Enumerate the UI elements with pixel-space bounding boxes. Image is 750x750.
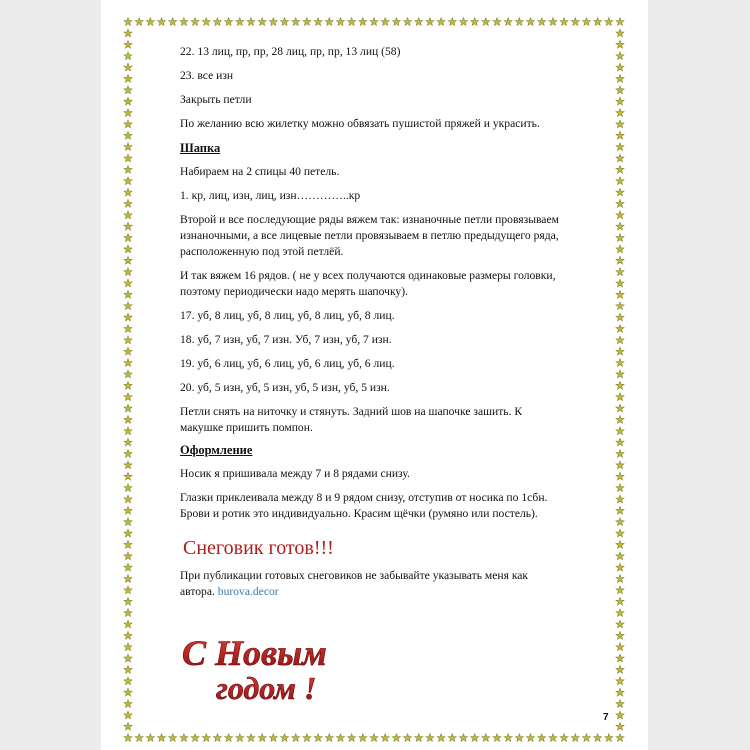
star-icon	[616, 563, 624, 571]
star-icon	[124, 506, 132, 514]
star-icon	[124, 165, 132, 173]
star-icon	[616, 631, 624, 639]
star-icon	[124, 381, 132, 389]
star-icon	[124, 609, 132, 617]
star-icon	[616, 18, 624, 26]
text-line: 1. кр, лиц, изн, лиц, изн…………..кр	[180, 189, 361, 202]
star-icon	[124, 529, 132, 537]
star-icon	[482, 18, 490, 26]
text-line: 17. уб, 8 лиц, уб, 8 лиц, уб, 8 лиц, уб, 8 лиц.	[180, 309, 395, 322]
star-icon	[280, 734, 288, 742]
star-icon	[616, 529, 624, 537]
star-icon	[303, 18, 311, 26]
star-icon	[415, 18, 423, 26]
star-icon	[370, 18, 378, 26]
star-icon	[157, 18, 165, 26]
star-icon	[616, 677, 624, 685]
star-icon	[616, 597, 624, 605]
star-icon	[426, 734, 434, 742]
star-icon	[124, 484, 132, 492]
star-icon	[471, 18, 479, 26]
star-icon	[124, 234, 132, 242]
text-line: Глазки приклеивала между 8 и 9 рядом снизу, отступив от носика по 1сбн.	[180, 491, 548, 504]
star-icon	[124, 450, 132, 458]
star-icon	[124, 347, 132, 355]
star-icon	[459, 18, 467, 26]
star-icon	[124, 688, 132, 696]
star-icon	[616, 609, 624, 617]
star-icon	[169, 18, 177, 26]
star-icon	[336, 734, 344, 742]
star-icon	[269, 18, 277, 26]
star-icon	[616, 540, 624, 548]
text-line: По желанию всю жилетку можно обвязать пушистой пряжей и украсить.	[180, 117, 540, 130]
star-icon	[515, 734, 523, 742]
publication-note	[180, 568, 610, 600]
star-icon	[526, 18, 534, 26]
star-icon	[381, 734, 389, 742]
text-line: Петли снять на ниточку и стянуть. Задний шов на шапочке зашить. К	[180, 405, 523, 418]
star-icon	[292, 734, 300, 742]
star-icon	[124, 29, 132, 37]
text-line: Закрыть петли	[180, 93, 252, 106]
star-icon	[616, 700, 624, 708]
text-line: Набираем на 2 спицы 40 петель.	[180, 165, 340, 178]
text-line: 20. уб, 5 изн, уб, 5 изн, уб, 5 изн, уб, 5 изн.	[180, 381, 390, 394]
star-icon	[280, 18, 288, 26]
star-icon	[303, 734, 311, 742]
star-icon	[348, 734, 356, 742]
text-line: макушке пришить помпон.	[180, 421, 313, 434]
star-icon	[526, 734, 534, 742]
star-icon	[616, 575, 624, 583]
greeting-line-2: годом !	[216, 670, 317, 706]
star-icon	[124, 722, 132, 730]
publication-author-label: автора.	[180, 585, 218, 598]
text-line	[180, 584, 610, 600]
star-icon	[124, 290, 132, 298]
star-icon	[247, 18, 255, 26]
star-icon	[124, 518, 132, 526]
star-icon	[616, 643, 624, 651]
page-number: 7	[603, 712, 609, 723]
star-icon	[124, 279, 132, 287]
document-body	[180, 44, 620, 522]
star-icon	[124, 188, 132, 196]
star-icon	[258, 18, 266, 26]
star-icon	[124, 75, 132, 83]
text-line: И так вяжем 16 рядов. ( не у всех получаются одинаковые размеры головки,	[180, 269, 556, 282]
star-icon	[348, 18, 356, 26]
star-icon	[403, 734, 411, 742]
new-year-greeting	[176, 627, 386, 707]
star-icon	[124, 63, 132, 71]
star-icon	[124, 495, 132, 503]
star-icon	[124, 415, 132, 423]
star-icon	[616, 620, 624, 628]
star-icon	[459, 734, 467, 742]
star-icon	[314, 734, 322, 742]
star-icon	[403, 18, 411, 26]
star-icon	[157, 734, 165, 742]
star-icon	[124, 563, 132, 571]
star-icon	[381, 18, 389, 26]
star-icon	[124, 302, 132, 310]
star-icon	[135, 734, 143, 742]
star-icon	[124, 200, 132, 208]
star-icon	[225, 18, 233, 26]
star-icon	[124, 154, 132, 162]
star-icon	[124, 654, 132, 662]
star-icon	[124, 325, 132, 333]
text-line: Брови и ротик это индивидуально. Красим щёчки (румяно или постель).	[180, 507, 538, 520]
star-icon	[124, 143, 132, 151]
star-icon	[124, 404, 132, 412]
star-icon	[124, 472, 132, 480]
star-icon	[616, 666, 624, 674]
star-icon	[571, 734, 579, 742]
section-heading-decor: Оформление	[180, 443, 253, 457]
star-icon	[392, 18, 400, 26]
star-icon	[124, 734, 132, 742]
star-icon	[191, 18, 199, 26]
star-icon	[213, 734, 221, 742]
star-icon	[504, 734, 512, 742]
star-icon	[415, 734, 423, 742]
star-icon	[124, 631, 132, 639]
star-icon	[124, 359, 132, 367]
star-icon	[258, 734, 266, 742]
star-icon	[124, 666, 132, 674]
star-icon	[560, 18, 568, 26]
final-title: Снеговик готов!!!	[183, 537, 334, 559]
author-link[interactable]: burova.decor	[217, 585, 279, 598]
star-icon	[202, 734, 210, 742]
star-icon	[594, 734, 602, 742]
star-icon	[213, 18, 221, 26]
star-icon	[124, 643, 132, 651]
star-icon	[325, 18, 333, 26]
star-icon	[549, 18, 557, 26]
star-icon	[616, 711, 624, 719]
star-icon	[269, 734, 277, 742]
star-icon	[493, 734, 501, 742]
star-icon	[616, 734, 624, 742]
star-icon	[124, 131, 132, 139]
star-icon	[392, 734, 400, 742]
star-icon	[549, 734, 557, 742]
star-icon	[124, 677, 132, 685]
star-icon	[292, 18, 300, 26]
star-icon	[616, 552, 624, 560]
star-icon	[124, 540, 132, 548]
star-icon	[594, 18, 602, 26]
star-icon	[325, 734, 333, 742]
star-icon	[124, 86, 132, 94]
text-line: Носик я пришивала между 7 и 8 рядами снизу.	[180, 467, 410, 480]
star-icon	[124, 438, 132, 446]
star-icon	[180, 18, 188, 26]
text-line: 19. уб, 6 лиц, уб, 6 лиц, уб, 6 лиц, уб, 6 лиц.	[180, 357, 395, 370]
star-icon	[493, 18, 501, 26]
star-icon	[124, 575, 132, 583]
star-icon	[135, 18, 143, 26]
star-icon	[169, 734, 177, 742]
star-icon	[560, 734, 568, 742]
star-icon	[146, 734, 154, 742]
star-icon	[124, 586, 132, 594]
text-line: расположенную под этой петлёй.	[180, 245, 344, 258]
star-icon	[538, 18, 546, 26]
star-icon	[124, 120, 132, 128]
star-icon	[124, 370, 132, 378]
greeting-line-1: С Новым	[182, 633, 327, 673]
star-icon	[448, 734, 456, 742]
star-icon	[124, 256, 132, 264]
star-icon	[124, 461, 132, 469]
star-icon	[124, 97, 132, 105]
star-icon	[124, 177, 132, 185]
star-icon	[124, 18, 132, 26]
star-icon	[124, 700, 132, 708]
star-icon	[538, 734, 546, 742]
star-icon	[191, 734, 199, 742]
text-line: 22. 13 лиц, пр, пр, 28 лиц, пр, пр, 13 лиц (58)	[180, 45, 401, 58]
star-icon	[314, 18, 322, 26]
star-icon	[236, 18, 244, 26]
star-icon	[582, 18, 590, 26]
star-icon	[582, 734, 590, 742]
star-icon	[124, 211, 132, 219]
star-icon	[124, 336, 132, 344]
star-icon	[616, 654, 624, 662]
star-icon	[605, 18, 613, 26]
section-heading-hat: Шапка	[180, 141, 221, 155]
star-icon	[448, 18, 456, 26]
star-icon	[616, 688, 624, 696]
star-icon	[124, 268, 132, 276]
star-icon	[225, 734, 233, 742]
star-icon	[359, 734, 367, 742]
text-line: При публикации готовых снеговиков не забывайте указывать меня как	[180, 569, 529, 582]
star-icon	[515, 18, 523, 26]
text-line: изнаночными, а все лицевые петли провязываем в петлю предыдущего ряда,	[180, 229, 559, 242]
star-icon	[504, 18, 512, 26]
star-icon	[247, 734, 255, 742]
star-icon	[359, 18, 367, 26]
star-icon	[124, 222, 132, 230]
star-icon	[180, 734, 188, 742]
star-icon	[437, 734, 445, 742]
star-icon	[124, 52, 132, 60]
star-icon	[616, 29, 624, 37]
star-icon	[124, 109, 132, 117]
star-icon	[124, 427, 132, 435]
star-icon	[124, 711, 132, 719]
star-icon	[124, 552, 132, 560]
star-icon	[616, 586, 624, 594]
star-icon	[124, 393, 132, 401]
star-icon	[571, 18, 579, 26]
text-line: Второй и все последующие ряды вяжем так: изнаночные петли провязываем	[180, 213, 559, 226]
text-line: 23. все изн	[180, 69, 234, 82]
star-icon	[471, 734, 479, 742]
star-icon	[616, 722, 624, 730]
star-icon	[124, 620, 132, 628]
text-line: поэтому периодически надо мерять шапочку).	[180, 285, 408, 298]
star-icon	[146, 18, 154, 26]
text-line: 18. уб, 7 изн, уб, 7 изн. Уб, 7 изн, уб, 7 изн.	[180, 333, 392, 346]
star-icon	[124, 40, 132, 48]
star-icon	[124, 313, 132, 321]
star-icon	[236, 734, 244, 742]
star-icon	[426, 18, 434, 26]
star-icon	[124, 597, 132, 605]
star-icon	[124, 245, 132, 253]
star-icon	[370, 734, 378, 742]
star-icon	[202, 18, 210, 26]
star-icon	[482, 734, 490, 742]
star-icon	[437, 18, 445, 26]
star-icon	[336, 18, 344, 26]
star-icon	[605, 734, 613, 742]
